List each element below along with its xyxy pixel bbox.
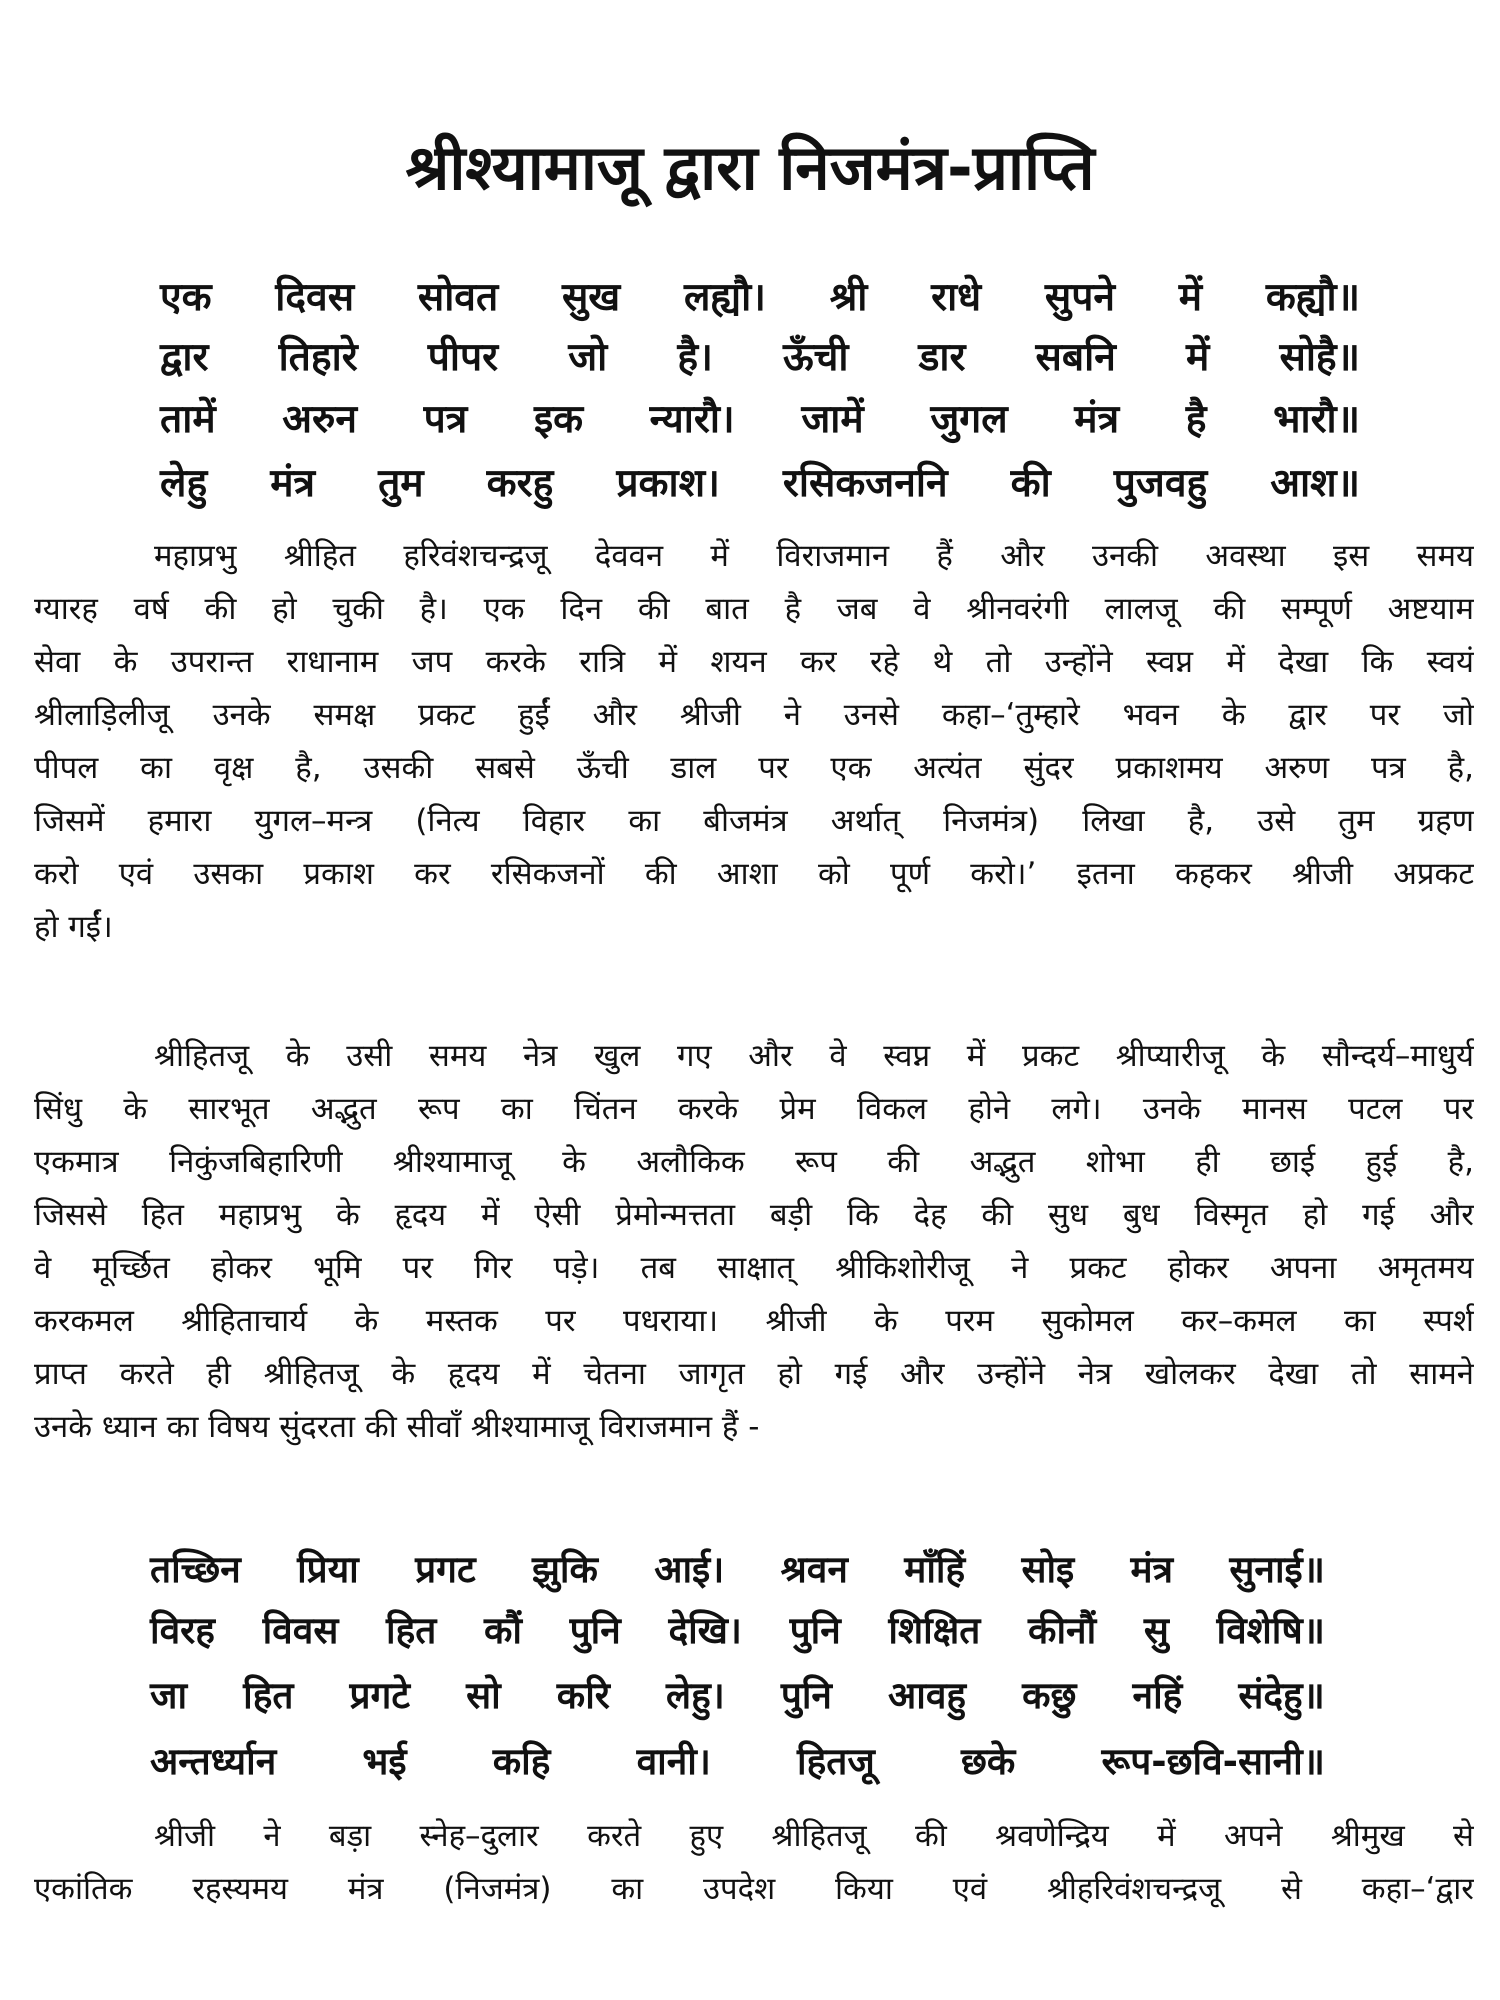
verse-word: देखि।	[668, 1609, 742, 1652]
verse-word: प्रकाश।	[616, 461, 720, 506]
verse-word: में	[1186, 335, 1210, 380]
verse-word: डार	[918, 335, 966, 380]
verse-word: सबनि	[1035, 335, 1116, 380]
verse-word: है	[1185, 397, 1207, 442]
verse-word: भारौ॥	[1273, 397, 1360, 442]
verse-word: लह्यौ।	[683, 275, 766, 320]
verse-word: पीपर	[427, 335, 499, 380]
verse-word: तच्छिन	[150, 1548, 241, 1591]
verse-word: लेहु	[160, 461, 208, 506]
verse-word: कीनौं	[1028, 1609, 1097, 1652]
verse-word: जो	[568, 335, 608, 380]
verse-word: जुगल	[930, 397, 1008, 442]
verse-word: वानी।	[636, 1740, 711, 1783]
verse-word: तामें	[160, 397, 216, 442]
paragraph-line: सेवा के उपरान्त राधानाम जप करके रात्रि में शयन कर रहे थे तो उन्होंने स्वप्न में देखा कि स्वयं	[34, 644, 1474, 680]
verse-word: शिक्षित	[888, 1609, 981, 1652]
verse-word: आश॥	[1270, 461, 1360, 506]
verse-word: भई	[362, 1740, 407, 1783]
paragraph-line: प्राप्त करते ही श्रीहितजू के हृदय में चेतना जागृत हो गई और उन्होंने नेत्र खोलकर देखा तो सामने	[34, 1356, 1474, 1392]
paragraph-line: एकमात्र निकुंजबिहारिणी श्रीश्यामाजू के अलौकिक रूप की अद्भुत शोभा ही छाई हुई है,	[34, 1144, 1474, 1180]
verse-word: प्रगट	[415, 1548, 476, 1591]
verse-word: विरह	[150, 1609, 215, 1652]
verse2-line-4	[150, 1733, 1325, 1791]
verse-word: पुनि	[789, 1609, 841, 1652]
verse-word: झुकि	[531, 1548, 598, 1591]
verse-word: मंत्र	[270, 461, 316, 506]
verse-word: सुपने	[1044, 275, 1116, 320]
paragraph-line: जिससे हित महाप्रभु के हृदय में ऐसी प्रेमोन्मत्तता बड़ी कि देह की सुध बुध विस्मृत हो गई और	[34, 1197, 1474, 1233]
verse-word: रसिकजननि	[782, 461, 948, 506]
verse-word: हित	[386, 1609, 437, 1652]
verse-word: इक	[533, 397, 584, 442]
verse-word: एक	[160, 275, 212, 320]
verse-word: करहु	[486, 461, 554, 506]
verse-word: तिहारे	[278, 335, 358, 380]
verse-word: द्वार	[160, 335, 209, 380]
verse-word: मंत्र	[1130, 1548, 1174, 1591]
verse-word: न्यारौ।	[649, 397, 735, 442]
paragraph-line: करो एवं उसका प्रकाश कर रसिकजनों की आशा को पूर्ण करो।’ इतना कहकर श्रीजी अप्रकट	[34, 856, 1474, 892]
verse-word: जामें	[801, 397, 864, 442]
paragraph-line: पीपल का वृक्ष है, उसकी सबसे ऊँची डाल पर एक अत्यंत सुंदर प्रकाशमय अरुण पत्र है,	[34, 750, 1474, 786]
verse-word: सोइ	[1021, 1548, 1075, 1591]
paragraph-2	[34, 1030, 1474, 1454]
verse-word: पुनि	[569, 1609, 621, 1652]
verse-word: माँहिं	[904, 1548, 966, 1591]
paragraph-line: हो गईं।	[34, 909, 113, 945]
paragraph-line: एकांतिक रहस्यमय मंत्र (निजमंत्र) का उपदेश किया एवं श्रीहरिवंशचन्द्रजू से कहा–‘द्वार	[34, 1871, 1474, 1907]
paragraph-3	[34, 1810, 1474, 1916]
verse-word: राधे	[931, 275, 982, 320]
verse-word: हित	[243, 1674, 294, 1717]
verse-word: आवहु	[888, 1674, 967, 1717]
paragraph-1	[34, 530, 1474, 954]
verse-word: संदेहु॥	[1238, 1674, 1325, 1717]
verse-word: नहिं	[1132, 1674, 1183, 1717]
paragraph-line: श्रीजी ने बड़ा स्नेह–दुलार करते हुए श्रीहितजू की श्रवणेन्द्रिय में अपने श्रीमुख से	[154, 1818, 1474, 1854]
paragraph-line: सिंधु के सारभूत अद्भुत रूप का चिंतन करके प्रेम विकल होने लगे। उनके मानस पटल पर	[34, 1091, 1474, 1127]
verse-word: विवस	[262, 1609, 339, 1652]
verse-word: प्रगटे	[349, 1674, 411, 1717]
verse-word: तुम	[378, 461, 424, 506]
verse-word: विशेषि॥	[1216, 1609, 1325, 1652]
paragraph-line: उनके ध्यान का विषय सुंदरता की सीवाँ श्रीश्यामाजू विराजमान हैं -	[34, 1409, 760, 1445]
verse2-line-2	[150, 1602, 1325, 1660]
page-title: श्रीश्यामाजू द्वारा निजमंत्र-प्राप्ति	[405, 131, 1095, 204]
verse-word: की	[1010, 461, 1051, 506]
verse-word: हितजू	[797, 1740, 875, 1783]
verse2-line-3	[150, 1667, 1325, 1725]
verse-word: सुनाई॥	[1229, 1548, 1325, 1591]
verse-word: छके	[960, 1740, 1016, 1783]
paragraph-line: श्रीहितजू के उसी समय नेत्र खुल गए और वे स्वप्न में प्रकट श्रीप्यारीजू के सौन्दर्य–माधुर्य	[154, 1038, 1474, 1074]
paragraph-line: जिसमें हमारा युगल–मन्त्र (नित्य विहार का बीजमंत्र अर्थात् निजमंत्र) लिखा है, उसे तुम ग्रहण	[34, 803, 1474, 839]
paragraph-line: करकमल श्रीहिताचार्य के मस्तक पर पधराया। श्रीजी के परम सुकोमल कर–कमल का स्पर्श	[34, 1303, 1474, 1339]
verse1-line-4	[160, 454, 1360, 514]
verse-word: कछु	[1022, 1674, 1077, 1717]
verse-word: सुख	[561, 275, 621, 320]
paragraph-line: महाप्रभु श्रीहित हरिवंशचन्द्रजू देववन में विराजमान हैं और उनकी अवस्था इस समय	[154, 538, 1474, 574]
paragraph-line: वे मूर्च्छित होकर भूमि पर गिर पड़े। तब साक्षात् श्रीकिशोरीजू ने प्रकट होकर अपना अमृतमय	[34, 1250, 1474, 1286]
verse-word: रूप-छवि-सानी॥	[1101, 1740, 1325, 1783]
verse-word: पत्र	[423, 397, 468, 442]
verse1-line-2	[160, 328, 1360, 388]
verse-word: कौं	[483, 1609, 522, 1652]
verse-word: सोवत	[417, 275, 499, 320]
verse-word: कह्यौ॥	[1265, 275, 1360, 320]
verse-word: पुजवहु	[1113, 461, 1208, 506]
verse1-line-1	[160, 268, 1360, 328]
verse-word: अरुन	[282, 397, 358, 442]
verse-word: पुनि	[780, 1674, 832, 1717]
verse-word: लेहु।	[665, 1674, 725, 1717]
verse-word: आई।	[654, 1548, 725, 1591]
paragraph-line: श्रीलाड़िलीजू उनके समक्ष प्रकट हुईं और श्रीजी ने उनसे कहा–‘तुम्हारे भवन के द्वार पर जो	[34, 697, 1474, 733]
verse-word: दिवस	[275, 275, 355, 320]
verse-word: सु	[1143, 1609, 1169, 1652]
verse-word: मंत्र	[1074, 397, 1120, 442]
verse-word: सोहै॥	[1279, 335, 1360, 380]
verse-word: है।	[677, 335, 713, 380]
verse-word: में	[1178, 275, 1203, 320]
verse2-line-1	[150, 1541, 1325, 1599]
verse-word: करि	[556, 1674, 610, 1717]
paragraph-line: ग्यारह वर्ष की हो चुकी है। एक दिन की बात है जब वे श्रीनवरंगी लालजू की सम्पूर्ण अष्टयाम	[34, 591, 1474, 627]
verse-word: अन्तर्ध्यान	[150, 1740, 277, 1783]
verse1-line-3	[160, 390, 1360, 450]
verse-word: सो	[466, 1674, 501, 1717]
verse-word: श्रवन	[780, 1548, 848, 1591]
verse-word: ऊँची	[782, 335, 849, 380]
verse-word: श्री	[829, 275, 868, 320]
verse-word: कहि	[492, 1740, 551, 1783]
verse-word: जा	[150, 1674, 188, 1717]
verse-word: प्रिया	[297, 1548, 359, 1591]
